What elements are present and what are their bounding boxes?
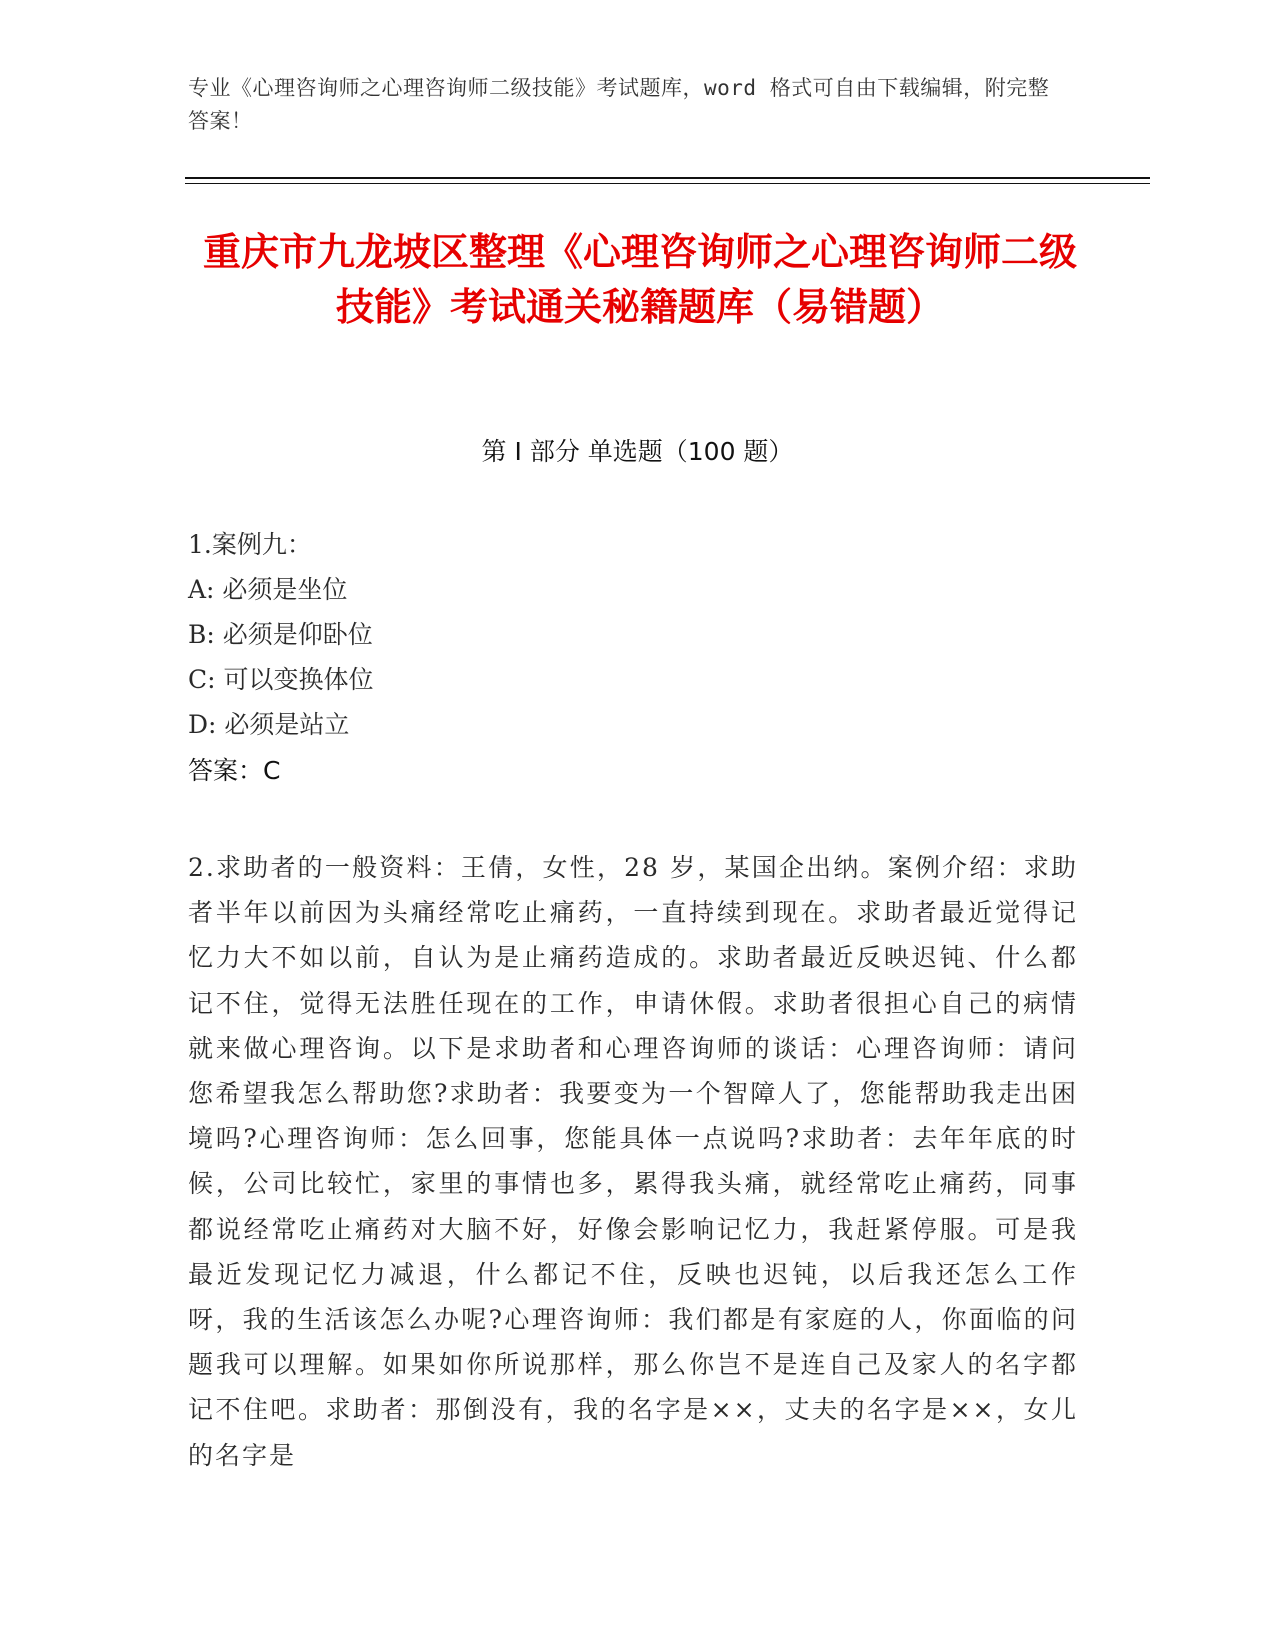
- question-stem: 1.案例九：: [188, 530, 312, 559]
- document-title: 重庆市九龙坡区整理《心理咨询师之心理咨询师二级技能》考试通关秘籍题库（易错题）: [202, 230, 1077, 329]
- option-a: A: 必须是坐位: [188, 575, 348, 604]
- question-2: [188, 845, 1078, 1478]
- header-rule-thin: [185, 183, 1150, 184]
- option-c: C: 可以变换体位: [188, 665, 374, 694]
- option-b: B: 必须是仰卧位: [188, 620, 373, 649]
- answer: 答案：C: [188, 756, 281, 785]
- header-note: 专业《心理咨询师之心理咨询师二级技能》考试题库，word 格式可自由下载编辑，附完整答案！: [188, 76, 1050, 133]
- header-rule-thick: [185, 177, 1150, 179]
- option-d: D: 必须是站立: [188, 710, 350, 739]
- question-stem: 2.求助者的一般资料：王倩，女性，28 岁，某国企出纳。案例介绍：求助者半年以前因为头痛经常吃止痛药，一直持续到现在。求助者最近觉得记忆力大不如以前，自认为是止痛药造成的。求助者最近反映迟钝、什么都记不住，觉得无法胜任现在的工作，申请休假。求助者很担心自己的病情就来做心理咨询。以下是求助者和心理咨询师的谈话：心理咨询师：请问您希望我怎么帮助您?求助者：我要变为一个智障人了，您能帮助我走出困境吗?心理咨询师：怎么回事，您能具体一点说吗?求助者：去年年底的时候，公司比较忙，家里的事情也多，累得我头痛，就经常吃止痛药，同事都说经常吃止痛药对大脑不好，好像会影响记忆力，我赶紧停服。可是我最近发现记忆力减退，什么都记不住，反映也迟钝，以后我还怎么工作呀，我的生活该怎么办呢?心理咨询师：我们都是有家庭的人，你面临的问题我可以理解。如果如你所说那样，那么你岂不是连自己及家人的名字都记不住吧。求助者：那倒没有，我的名字是××，丈夫的名字是××，女儿的名字是: [188, 853, 1078, 1470]
- question-1: [188, 522, 1078, 795]
- section-heading: 第 I 部分 单选题（100 题）: [481, 437, 794, 466]
